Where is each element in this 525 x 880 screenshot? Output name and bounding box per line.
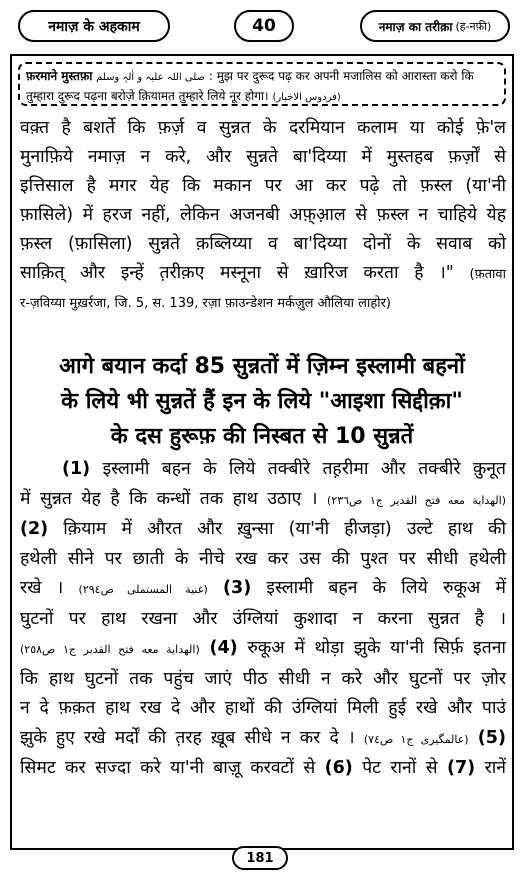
sunnat-text: रानें: [484, 758, 506, 778]
paragraph-line: फ़स्ल (फ़ासिला) सुन्नते क़ब्लिय्या व बा'दिय्या दोनों के सवाब को: [20, 234, 506, 254]
hadith-reference: (فردوس الاخبار): [272, 92, 341, 103]
sunnat-text: इस्लामी बहन के लिये रुकूअ में: [266, 578, 506, 598]
sunnat-number: (1): [62, 459, 91, 479]
paragraph-text: साक़ित् और इन्हें त़रीक़ए मस्नूना से ख़ारिज करता है ।": [20, 263, 454, 283]
footer-page-number: [232, 846, 288, 870]
main-paragraph: [20, 114, 506, 318]
chapter-title-pill: [360, 10, 510, 42]
sunnat-reference: (غنية المستملى ص٢٩٤): [78, 583, 208, 596]
sunnat-list: [20, 455, 506, 784]
paragraph-line-with-ref: [20, 259, 506, 289]
fatawa-reference-a: (फ़तावा: [469, 267, 506, 282]
hadith-text-2: दुरूद पढ़ना बरोज़े क़ियामत तुम्हारे लिये नूर होगा।: [57, 89, 269, 103]
book-title: नमाज़ के अहकाम: [48, 18, 140, 35]
sunnat-reference: (الهداية معه فتح القدير ج١ ص٢٥٨): [20, 643, 200, 656]
heading-line-3: के दस हुरूफ़ की निस्बत से 10 सुन्नतें: [110, 424, 414, 449]
sunnat-line: [20, 724, 506, 755]
section-heading: [14, 349, 510, 454]
sunnat-text: में सुन्नत येह है कि कन्धों तक हाथ उठाए ।: [20, 488, 318, 509]
sunnat-text: रखे ।: [20, 578, 64, 598]
sunnat-number: (2): [20, 519, 49, 539]
sunnat-line: [20, 515, 506, 545]
book-page-number: 181: [246, 850, 274, 866]
page-number: 40: [252, 16, 276, 36]
page-header: [0, 0, 525, 52]
paragraph-line: फ़ासिले) में हरज नहीं, लेकिन अजनबी अफ़्आ़ल से फ़स्ल न चाहिये येह: [20, 205, 506, 225]
sunnat-number: (3): [223, 578, 252, 598]
sunnat-line: [20, 634, 506, 665]
sunnat-number: (6): [324, 758, 353, 778]
sunnat-text: रुकूअ में थोड़ा झुके या'नी सिर्फ़ इतना: [247, 638, 506, 658]
sunnat-number: (4): [209, 638, 238, 658]
sunnat-line: हथेली सीने पर छाती के नीचे रख कर उस की पुश्त पर सीधी हथेली: [20, 548, 506, 569]
sunnat-line: घुटनों पर हाथ रखना और उंग्लियां कुशादा न करना सुन्नत है ।: [20, 608, 506, 629]
heading-line-2: के लिये भी सुन्नतें हैं इन के लिये "आइशा सिद्दीक़ा": [61, 389, 463, 414]
sunnat-line: न दे फ़क़त हाथ रख दे और हाथों की उंग्लियां मिली हुई रखे और पाउं: [20, 698, 506, 718]
chapter-subtitle: (ह-नफ़ी): [455, 19, 492, 33]
hadith-label: फ़रमाने मुस्तफ़ा: [26, 69, 93, 83]
sunnat-text: क़ियाम में औरत और ख़ुन्सा (या'नी हीजड़ा) उल्टे हाथ की: [63, 519, 506, 539]
sunnat-reference: (الهداية معه فتح القدير ج١ ص٢٣٦): [327, 493, 506, 507]
sunnat-line: [20, 485, 506, 516]
sunnat-text: इस्लामी बहन के लिये तक्बीरे तह़रीमा और तक्बीरे क़ुनूत: [102, 459, 506, 479]
chapter-title: नमाज़ का तरीक़ा: [378, 19, 453, 34]
sunnat-line: [20, 455, 506, 485]
sunnat-reference: (عالمگیری ج١ ص٧٤): [363, 732, 469, 746]
sunnat-line: [20, 574, 506, 605]
sunnat-number: (7): [446, 758, 476, 778]
sunnat-text: झुके हुए रखे मर्दों की त़रह ख़ूब सीधे न कर दे ।: [20, 727, 355, 748]
sunnat-text: सिमट कर सज्दा करे या'नी बाज़ू करवटों से: [20, 758, 316, 778]
page-number-pill: [234, 10, 294, 42]
sunnat-line: कि हाथ घुटनों तक पहुंच जाएं पीठ सीधी न करे और घुटनों पर ज़ोर: [20, 668, 506, 689]
heading-line-1: आगे बयान कर्दा 85 सुन्नतों में ज़िम्न इस्लामी बहनों: [59, 354, 465, 379]
paragraph-line: इत्तिसाल है मगर येह कि मकान पर आ कर पढ़े तो फ़स्ल (या'नी: [20, 176, 506, 196]
sunnat-number: (5): [477, 727, 506, 748]
hadith-salutation: صلی اللہ علیہ و اٰلہٖ وسلم: [96, 72, 206, 83]
sunnat-text: पेट रानों से: [362, 758, 438, 778]
paragraph-line: मुनाफ़िये नमाज़ न करे, और सुन्नते बा'दिय्या में मुस्तहब फ़र्ज़ों से: [20, 147, 506, 167]
hadith-box: [18, 62, 506, 106]
fatawa-reference-b: र-ज़विय्या मुख़र्रजा, जि. 5, स. 139, रज़ा फ़ाउन्डेशन मर्कज़ुल औलिया लाहोर): [20, 296, 391, 311]
paragraph-line: वक़्त है बशर्ते कि फ़र्ज़ व सुन्नत के दरमियान कलाम या कोई फ़े'ल: [20, 118, 506, 138]
sunnat-line: [20, 754, 506, 784]
book-title-pill: [18, 10, 170, 42]
hadith-text-1: : मुझ पर दुरूद पढ़ कर अपनी मजालिस को आरास्ता करो कि तुम्हारा: [26, 69, 474, 103]
